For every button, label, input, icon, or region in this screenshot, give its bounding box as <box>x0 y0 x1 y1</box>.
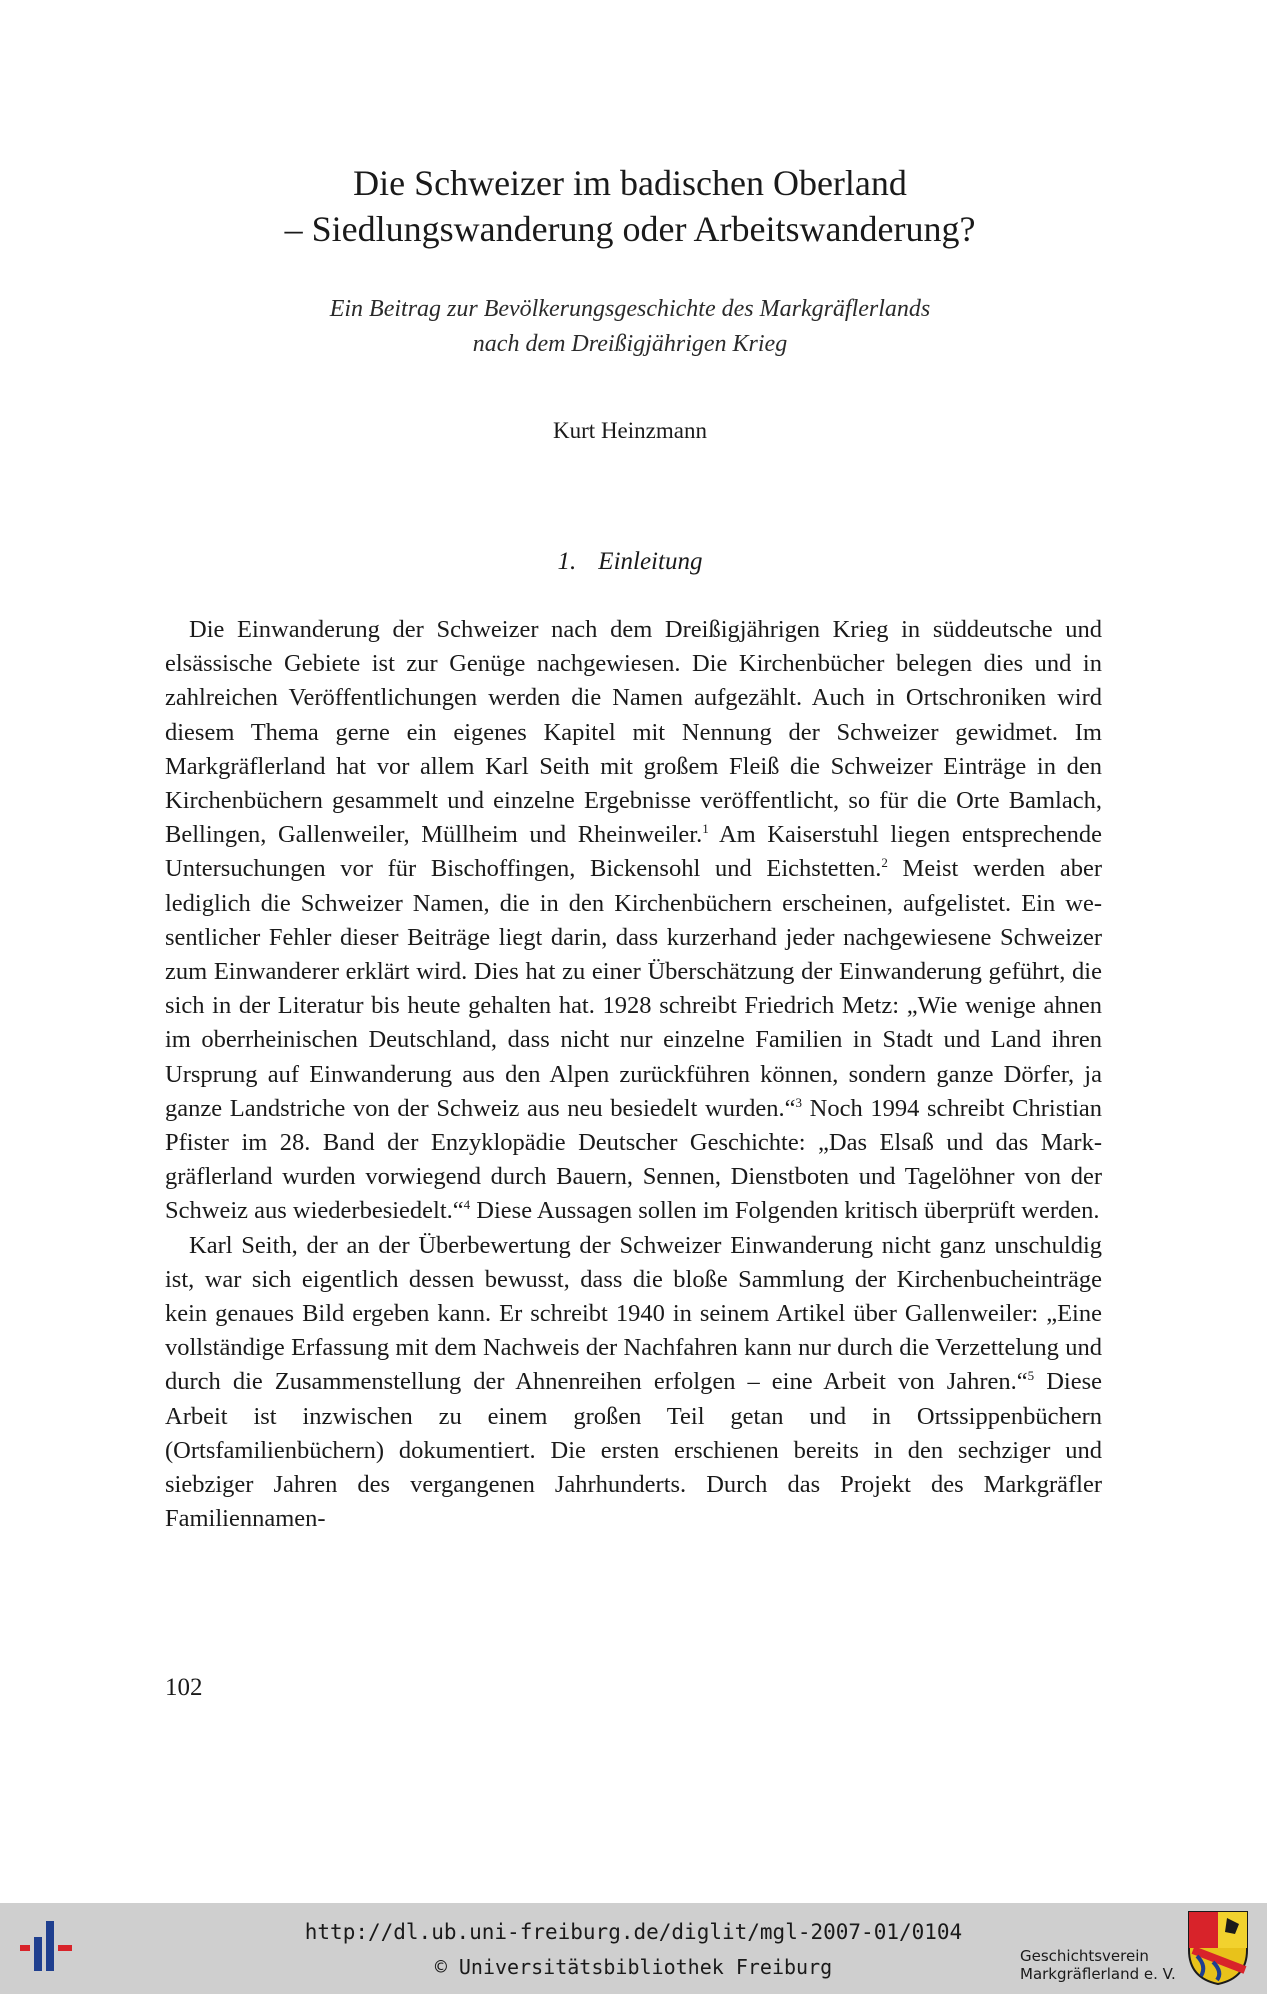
page-number: 102 <box>165 1674 203 1701</box>
subtitle-line-2: nach dem Dreißigjährigen Krieg <box>472 331 788 357</box>
footer-copyright: © Universitätsbibliothek Freiburg <box>434 1955 833 1979</box>
paragraph-text: Noch 1994 schreibt Christian Pfister im 28. Band der Enzyklopädie Deutscher Geschichte: „Das Elsaß und das Markgräflerland wurden vorwiegend durch Bauern, Sennen, Dienstboten und Tagelöhner von der Schweiz aus wiederbesiedelt.“ <box>165 1094 1103 1225</box>
society-name-line-2: Markgräflerland e. V. <box>1020 1965 1176 1983</box>
paragraph-1 <box>165 613 1102 1229</box>
subtitle-line-1: Ein Beitrag zur Bevölkerungsgeschichte des Markgräflerlands <box>329 296 931 322</box>
article-subtitle <box>0 292 1260 362</box>
footer-bar <box>0 1903 1267 1994</box>
author-name: Kurt Heinzmann <box>553 418 707 443</box>
society-name-line-1: Geschichtsverein <box>1020 1947 1149 1965</box>
footnote-marker: 2 <box>881 855 888 871</box>
society-name <box>1020 1947 1180 1983</box>
article-title <box>0 160 1260 252</box>
section-heading <box>0 546 1260 578</box>
paragraph-text: Am Kaiserstuhl liegen entsprechende Untersuchungen vor für Bischoffingen, Bickensohl und Eichstetten. <box>165 821 1102 883</box>
paragraph-text: Karl Seith, der an der Überbewertung der Schweizer Einwanderung nicht ganz unschuldig ist, war sich eigentlich dessen bewusst, dass die bloße Sammlung der Kirchenbucheinträge kein genaues Bild ergeben kann. Er schreibt 1940 in seinem Artikel über Gallenweiler: „Eine vollständige Erfassung mit dem Nachweis der Nachfahren kann nur durch die Verzettelung und durch die Zusammenstellung der Ahnenreihen erfolgen – eine Arbeit von Jahren.“ <box>165 1231 1102 1396</box>
footer-url-link[interactable]: http://dl.ub.uni-freiburg.de/diglit/mgl-2007-01/0104 <box>304 1920 963 1944</box>
footnote-marker: 4 <box>463 1197 471 1213</box>
footnote-marker: 1 <box>702 821 709 837</box>
paragraph-2 <box>165 1229 1102 1537</box>
coat-of-arms-icon <box>1187 1910 1249 1986</box>
paragraph-text: Diese Arbeit ist inzwischen zu einem großen Teil getan und in Ortssippenbüchern (Ortsfamilienbüchern) dokumentiert. Die ersten erschienen bereits in den sechziger und siebziger Jahren des vergangenen Jahrhunderts. Durch das Projekt des Markgräfler Familiennamen- <box>165 1368 1102 1533</box>
title-line-1: Die Schweizer im badischen Oberland <box>353 163 907 203</box>
footnote-marker: 3 <box>795 1094 802 1110</box>
section-number: 1. <box>557 548 577 575</box>
section-title: Einleitung <box>598 548 703 575</box>
body-text <box>165 613 1102 1536</box>
paragraph-text: Meist werden aber lediglich die Schweizer Namen, die in den Kirchenbüchern erscheinen, aufgelistet. Ein wesentlicher Fehler dieser Beiträge liegt darin, dass kurzerhand jeder nachgewiesene Schweizer zum Einwanderer erklärt wird. Dies hat zu einer Überschätzung der Einwanderung geführt, die sich in der Literatur bis heute gehalten hat. 1928 schreibt Friedrich Metz: „Wie wenige ahnen im oberrheinischen Deutschland, dass nicht nur einzelne Familien in Stadt und Land ihren Ursprung auf Einwanderung aus den Alpen zurückführen können, sondern ganze Dörfer, ja ganze Landstriche von der Schweiz aus neu besiedelt wurden.“ <box>165 855 1102 1122</box>
title-line-2: – Siedlungswanderung oder Arbeitswanderung? <box>284 209 976 249</box>
paragraph-text: Die Einwanderung der Schweizer nach dem Dreißigjährigen Krieg in süddeutsche und elsässische Gebiete ist zur Genüge nachgewiesen. Die Kirchenbücher belegen dies und in zahlreichen Veröffentlichungen werden die Namen aufgezählt. Auch in Ortschroniken wird diesem Thema gerne ein eigenes Kapitel mit Nennung der Schweizer gewidmet. Im Markgräflerland hat vor allem Karl Seith mit großem Fleiß die Schweizer Einträge in den Kirchenbüchern gesammelt und einzelne Ergebnisse veröffentlicht, so für die Orte Bamlach, Bellingen, Gallenweiler, Müllheim und Rheinweiler. <box>165 616 1102 849</box>
footnote-marker: 5 <box>1027 1368 1035 1384</box>
paragraph-text: Diese Aussagen sollen im Folgenden kritisch überprüft werden. <box>470 1197 1100 1225</box>
